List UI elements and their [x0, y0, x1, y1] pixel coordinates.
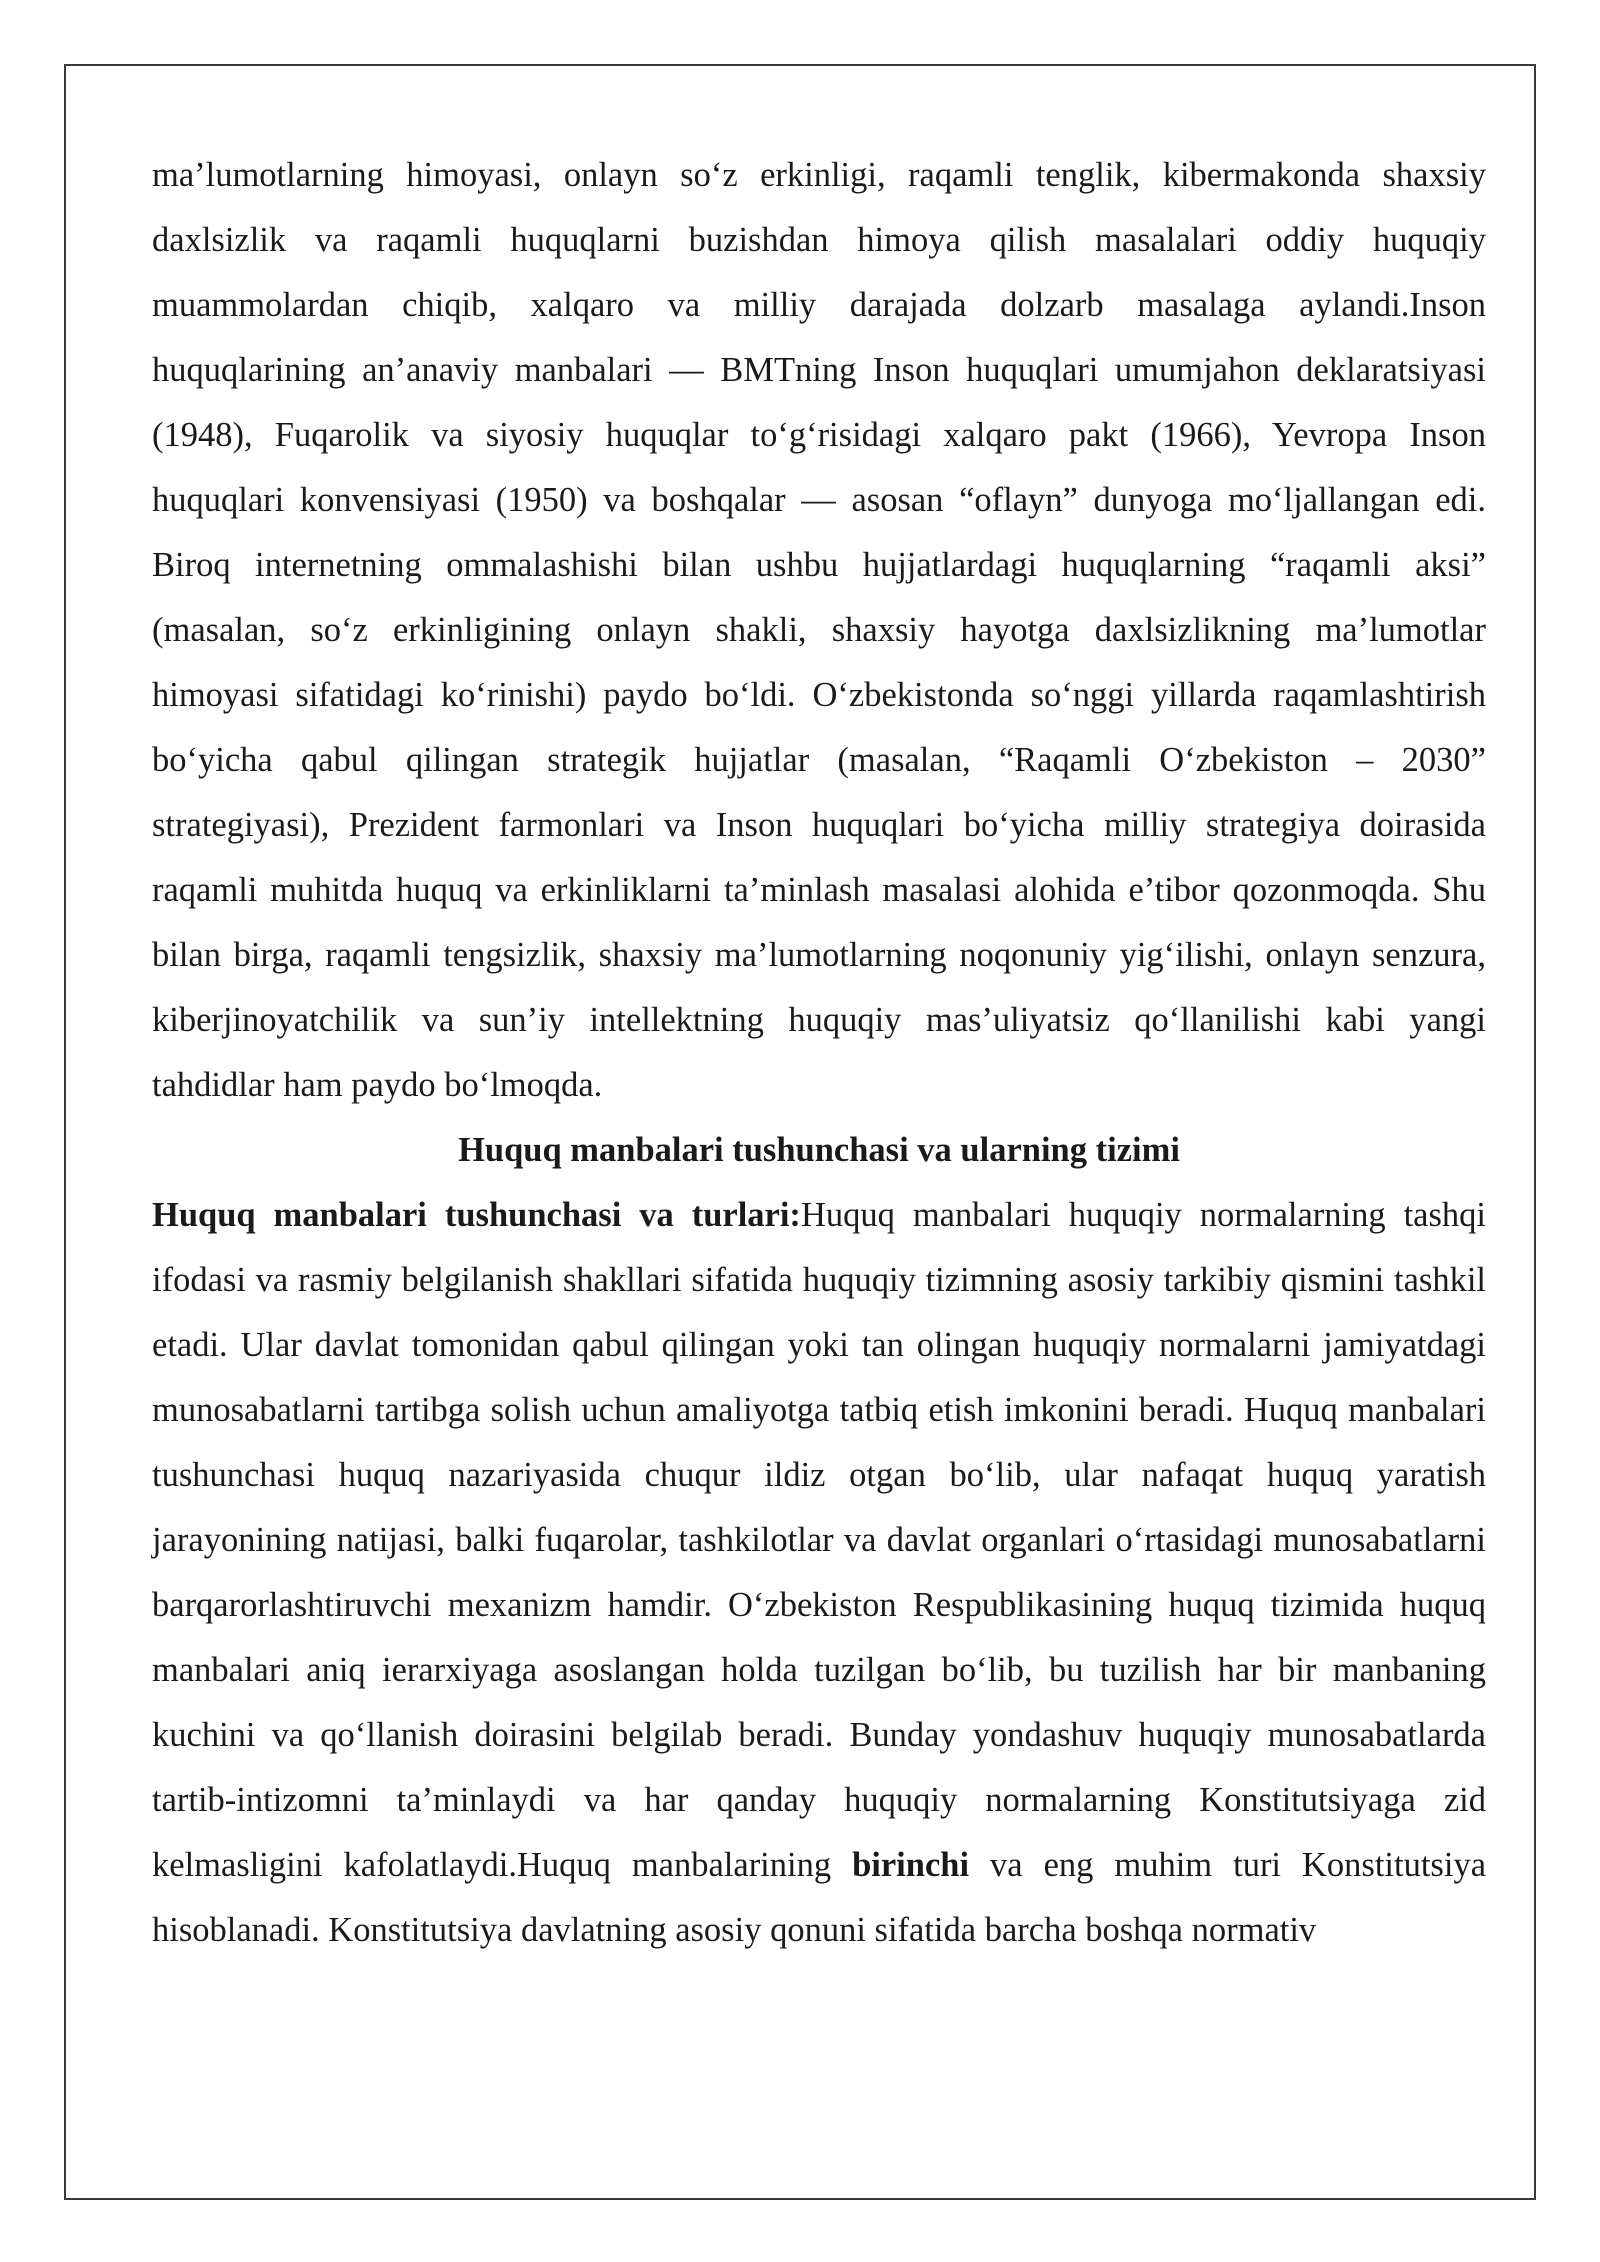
paragraph-lead: Huquq manbalari tushunchasi va turlari: [152, 1196, 801, 1234]
body-paragraph: ma’lumotlarning himoyasi, onlayn so‘z erkinligi, raqamli tenglik, kibermakonda shaxsiy daxlsizlik va raqamli huquqlarni buzishdan himoya qilish masalalari oddiy huquqiy muammolardan chiqib, xalqaro va milliy darajada dolzarb masalaga aylandi.Inson huquqlarining an’anaviy manbalari — BMTning Inson huquqlari umumjahon deklaratsiyasi (1948), Fuqarolik va siyosiy huquqlar to‘g‘risidagi xalqaro pakt (1966), Yevropa Inson huquqlari konvensiyasi (1950) va boshqalar — asosan “oflayn” dunyoga mo‘ljallangan edi. Biroq internetning ommalashishi bilan ushbu hujjatlardagi huquqlarning “raqamli aksi” (masalan, so‘z erkinligining onlayn shakli, shaxsiy hayotga daxlsizlikning ma’lumotlar himoyasi sifatidagi ko‘rinishi) paydo bo‘ldi. O‘zbekistonda so‘nggi yillarda raqamlashtirish bo‘yicha qabul qilingan strategik hujjatlar (masalan, “Raqamli O‘zbekiston – 2030” strategiyasi), Prezident farmonlari va Inson huquqlari bo‘yicha milliy strategiya doirasida raqamli muhitda huquq va erkinliklarni ta’minlash masalasi alohida e’tibor qozonmoqda. Shu bilan birga, raqamli tengsizlik, shaxsiy ma’lumotlarning noqonuniy yig‘ilishi, onlayn senzura, kiberjinoyatchilik va sun’iy intellektning huquqiy mas’uliyatsiz qo‘llanilishi kabi yangi tahdidlar ham paydo bo‘lmoqda. [152, 156, 1486, 1104]
paragraph-text: Huquq manbalari huquqiy normalarning tashqi ifodasi va rasmiy belgilanish shakllari sifatida huquqiy tizimning asosiy tarkibiy qismini tashkil etadi. Ular davlat tomonidan qabul qilingan yoki tan olingan huquqiy normalarni jamiyatdagi munosabatlarni tartibga solish uchun amaliyotga tatbiq etish imkonini beradi. Huquq manbalari tushunchasi huquq nazariyasida chuqur ildiz otgan bo‘lib, ular nafaqat huquq yaratish jarayonining natijasi, balki fuqarolar, tashkilotlar va davlat organlari o‘rtasidagi munosabatlarni barqarorlashtiruvchi mexanizm hamdir. O‘zbekiston Respublikasining huquq tizimida huquq manbalari aniq ierarxiyaga asoslangan holda tuzilgan bo‘lib, bu tuzilish har bir manbaning kuchini va qo‘llanish doirasini belgilab beradi. Bunday yondashuv huquqiy munosabatlarda tartib-intizomni ta’minlaydi va har qanday huquqiy normalarning Konstitutsiyaga zid kelmasligini kafolatlaydi.Huquq manbalarining [152, 1196, 1486, 1884]
emphasis-word: birinchi [852, 1846, 970, 1884]
body-paragraph [152, 1183, 1486, 1963]
paragraph-text: va eng muhim turi Konstitutsiya hisoblanadi. Konstitutsiya davlatning asosiy qonuni sifatida barcha boshqa normativ [152, 1846, 1487, 1949]
section-heading: Huquq manbalari tushunchasi va ularning tizimi [458, 1131, 1180, 1169]
document-body [152, 143, 1486, 1963]
